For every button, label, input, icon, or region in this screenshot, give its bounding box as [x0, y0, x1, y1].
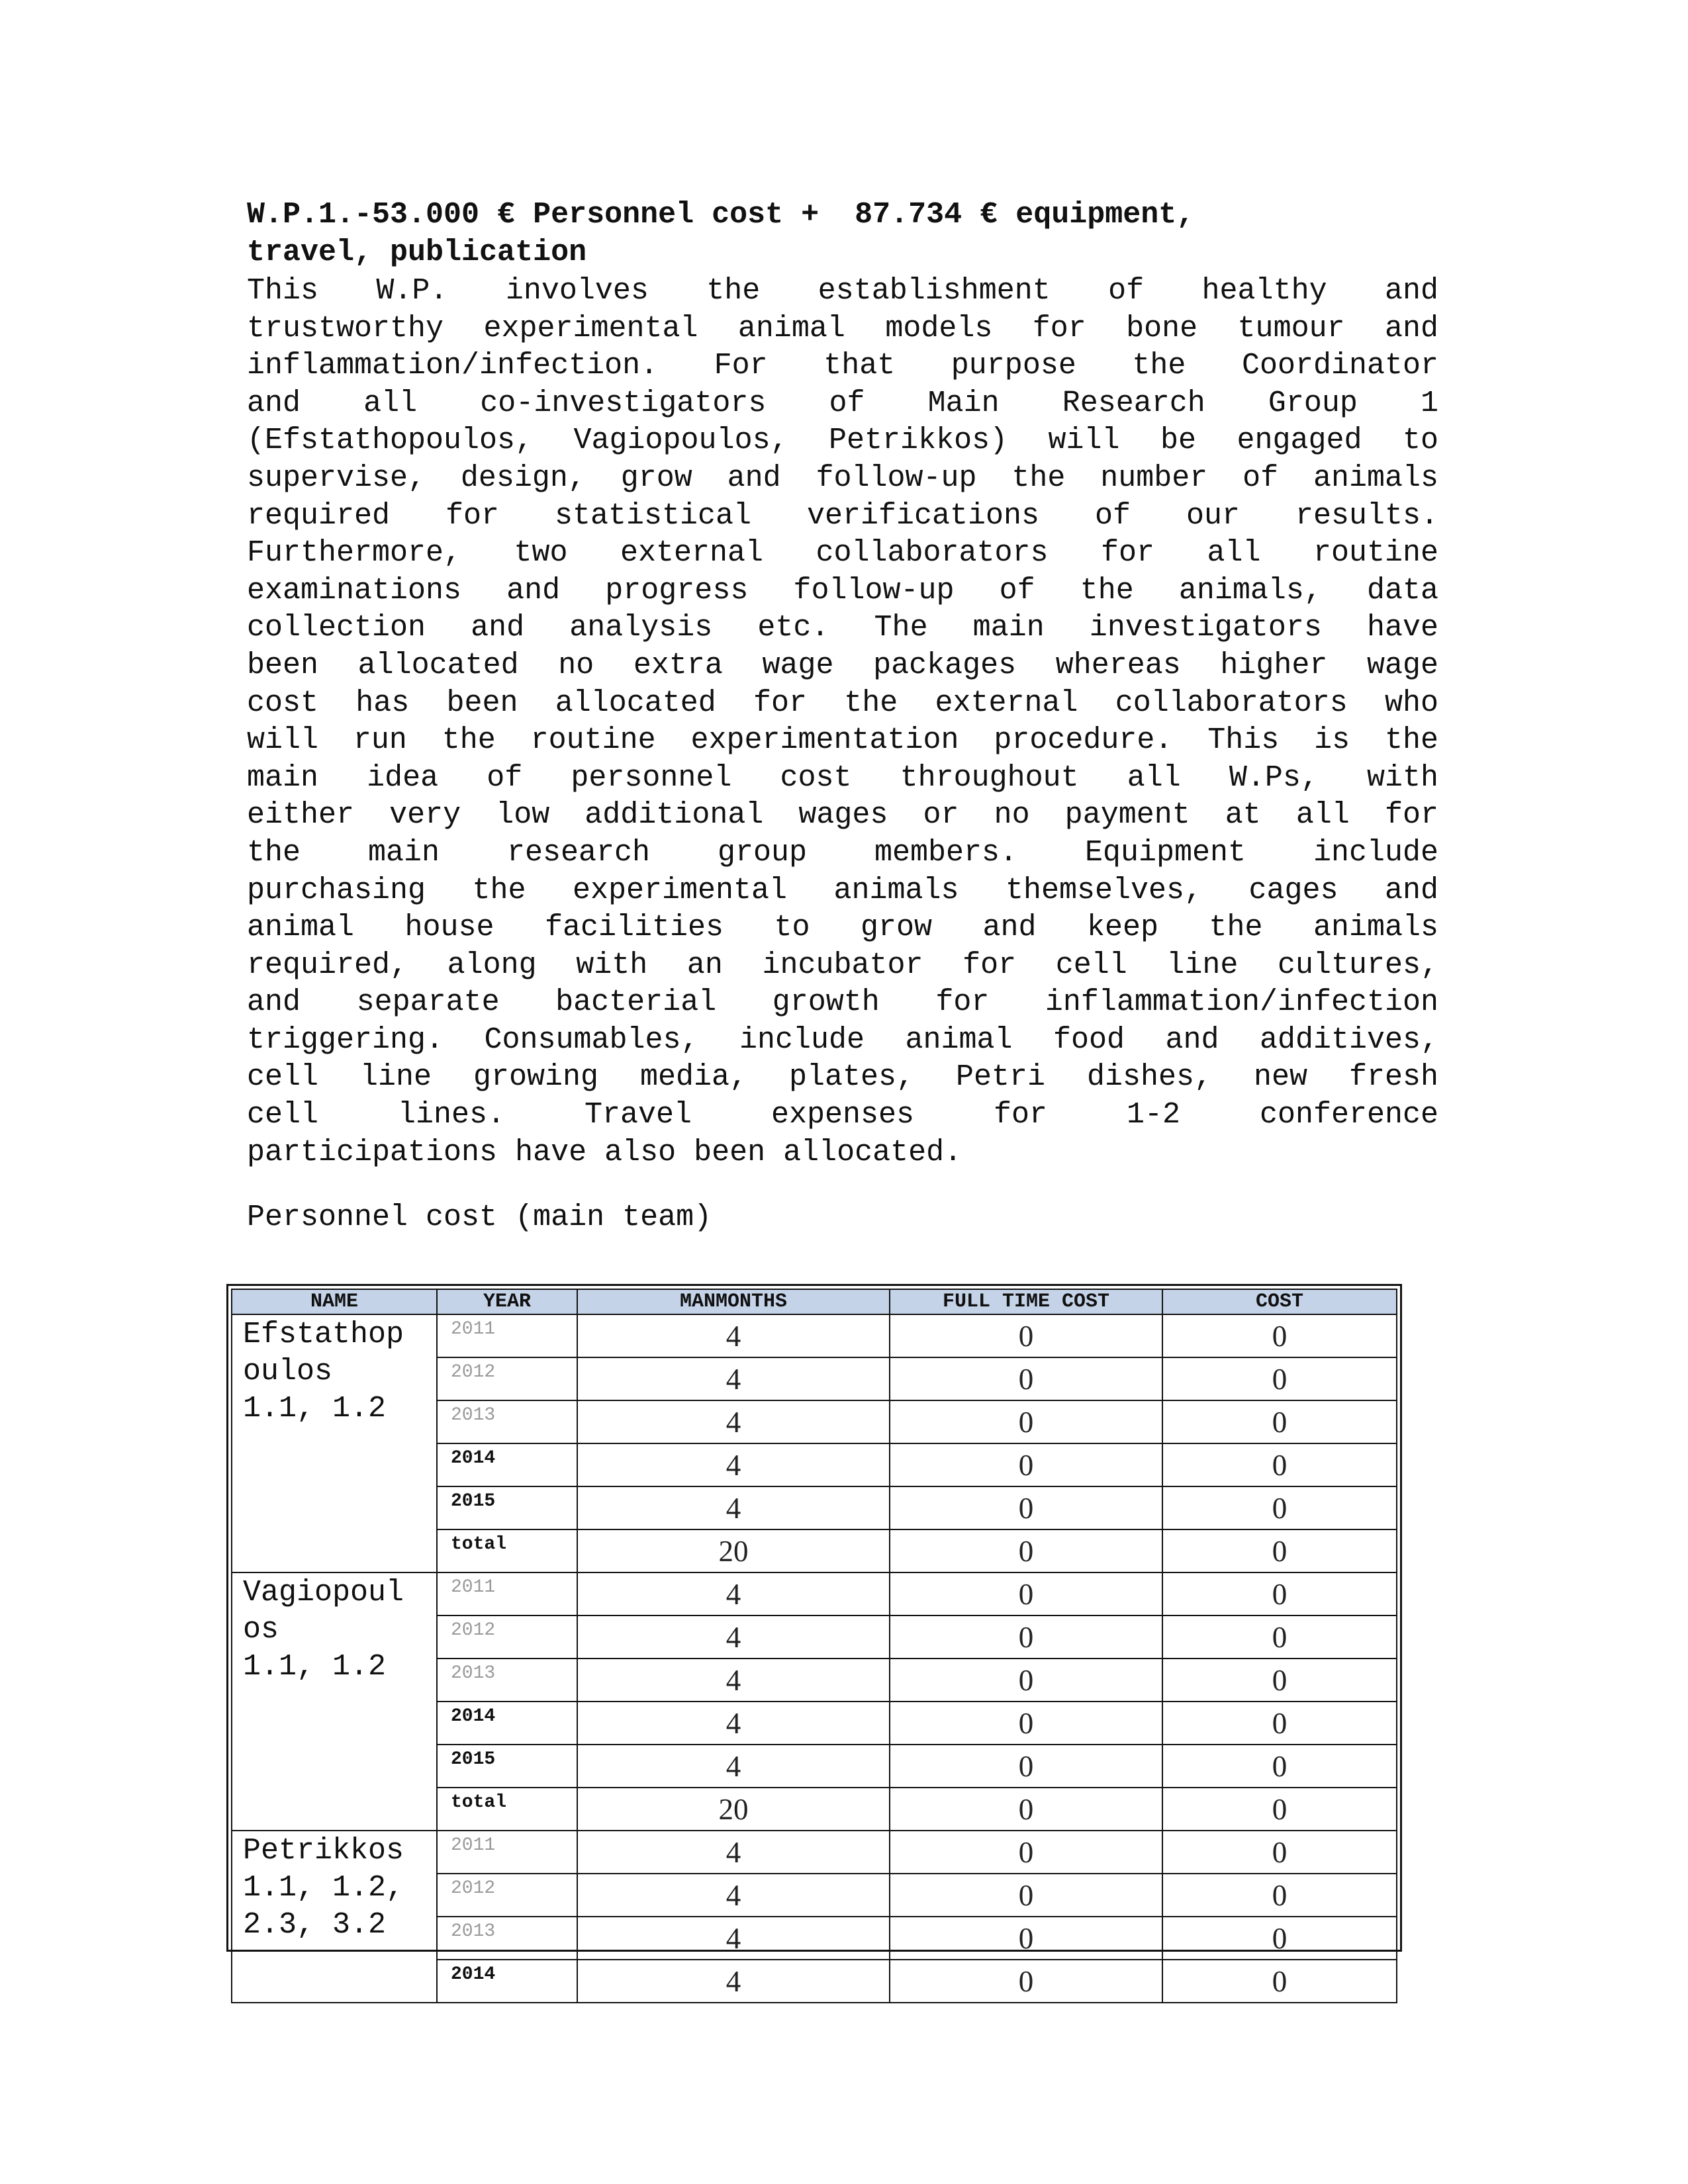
- cost-cell: 0: [1162, 1357, 1397, 1400]
- header-cost: COST: [1162, 1289, 1397, 1314]
- year-cell: 2014: [437, 1960, 577, 2003]
- full-time-cost-cell: 0: [890, 1702, 1162, 1745]
- cost-cell: 0: [1162, 1486, 1397, 1529]
- header-full-time-cost: FULL TIME COST: [890, 1289, 1162, 1314]
- manmonths-cell: 4: [577, 1615, 890, 1659]
- body-line: required, along with an incubator for cell line cultures,: [247, 948, 1438, 982]
- body-line: collection and analysis etc. The main investigators have: [247, 611, 1438, 645]
- body-line: cost has been allocated for the external collaborators who: [247, 686, 1438, 720]
- body-line: This W.P. involves the establishment of healthy and: [247, 274, 1438, 308]
- full-time-cost-cell: 0: [890, 1443, 1162, 1486]
- year-cell: 2011: [437, 1314, 577, 1357]
- cost-cell: 0: [1162, 1659, 1397, 1702]
- body-line: been allocated no extra wage packages whereas higher wage: [247, 648, 1438, 682]
- year-cell: total: [437, 1788, 577, 1831]
- manmonths-cell: 4: [577, 1831, 890, 1874]
- year-cell: 2012: [437, 1357, 577, 1400]
- body-line: animal house facilities to grow and keep the animals: [247, 911, 1438, 945]
- table-caption: Personnel cost (main team): [247, 1201, 712, 1234]
- body-line: and separate bacterial growth for inflammation/infection: [247, 985, 1438, 1020]
- body-line: main idea of personnel cost throughout all W.Ps, with: [247, 760, 1438, 795]
- cost-cell: 0: [1162, 1615, 1397, 1659]
- full-time-cost-cell: 0: [890, 1486, 1162, 1529]
- year-cell: 2012: [437, 1874, 577, 1917]
- year-cell: 2013: [437, 1917, 577, 1960]
- table-row: [232, 1831, 1397, 1874]
- manmonths-cell: 4: [577, 1486, 890, 1529]
- full-time-cost-cell: 0: [890, 1831, 1162, 1874]
- full-time-cost-cell: 0: [890, 1615, 1162, 1659]
- header-manmonths: MANMONTHS: [577, 1289, 890, 1314]
- year-cell: 2012: [437, 1615, 577, 1659]
- cost-cell: 0: [1162, 1314, 1397, 1357]
- year-cell: 2015: [437, 1745, 577, 1788]
- body-line: Furthermore, two external collaborators for all routine: [247, 536, 1438, 570]
- cost-cell: 0: [1162, 1788, 1397, 1831]
- body-line: and all co-investigators of Main Research Group 1: [247, 386, 1438, 420]
- person-name-cell: Vagiopoul os 1.1, 1.2: [232, 1572, 437, 1831]
- table-body: [232, 1314, 1397, 2003]
- full-time-cost-cell: 0: [890, 1314, 1162, 1357]
- full-time-cost-cell: 0: [890, 1874, 1162, 1917]
- full-time-cost-cell: 0: [890, 1960, 1162, 2003]
- body-line: (Efstathopoulos, Vagiopoulos, Petrikkos) will be engaged to: [247, 424, 1438, 458]
- manmonths-cell: 4: [577, 1400, 890, 1443]
- cost-cell: 0: [1162, 1960, 1397, 2003]
- full-time-cost-cell: 0: [890, 1659, 1162, 1702]
- manmonths-cell: 4: [577, 1917, 890, 1960]
- body-line: purchasing the experimental animals themselves, cages and: [247, 873, 1438, 907]
- section-heading: [247, 196, 1438, 271]
- manmonths-cell: 4: [577, 1960, 890, 2003]
- person-name-cell: Petrikkos 1.1, 1.2, 2.3, 3.2: [232, 1831, 437, 2003]
- full-time-cost-cell: 0: [890, 1745, 1162, 1788]
- cost-cell: 0: [1162, 1443, 1397, 1486]
- year-cell: total: [437, 1529, 577, 1572]
- body-paragraph: [247, 273, 1438, 1171]
- year-cell: 2014: [437, 1443, 577, 1486]
- year-cell: 2011: [437, 1572, 577, 1615]
- cost-cell: 0: [1162, 1400, 1397, 1443]
- year-cell: 2013: [437, 1400, 577, 1443]
- manmonths-cell: 20: [577, 1788, 890, 1831]
- cost-cell: 0: [1162, 1917, 1397, 1960]
- table-row: [232, 1314, 1397, 1357]
- cost-cell: 0: [1162, 1745, 1397, 1788]
- cost-cell: 0: [1162, 1874, 1397, 1917]
- body-line: examinations and progress follow-up of the animals, data: [247, 573, 1438, 608]
- body-line: trustworthy experimental animal models for bone tumour and: [247, 311, 1438, 345]
- cost-cell: 0: [1162, 1831, 1397, 1874]
- full-time-cost-cell: 0: [890, 1529, 1162, 1572]
- cost-cell: 0: [1162, 1572, 1397, 1615]
- manmonths-cell: 4: [577, 1659, 890, 1702]
- person-name-cell: Efstathop oulos 1.1, 1.2: [232, 1314, 437, 1572]
- manmonths-cell: 4: [577, 1874, 890, 1917]
- body-line: required for statistical verifications of our results.: [247, 498, 1438, 533]
- table-row: [232, 1572, 1397, 1615]
- body-line: will run the routine experimentation procedure. This is the: [247, 723, 1438, 758]
- body-line: participations have also been allocated.: [247, 1135, 962, 1169]
- full-time-cost-cell: 0: [890, 1357, 1162, 1400]
- manmonths-cell: 4: [577, 1745, 890, 1788]
- table-header-row: [232, 1289, 1397, 1314]
- heading-line-2: travel, publication: [247, 236, 587, 269]
- body-line: triggering. Consumables, include animal food and additives,: [247, 1023, 1438, 1057]
- year-cell: 2014: [437, 1702, 577, 1745]
- cost-cell: 0: [1162, 1529, 1397, 1572]
- personnel-cost-table-frame: [226, 1284, 1402, 1998]
- cost-cell: 0: [1162, 1702, 1397, 1745]
- body-line: cell lines. Travel expenses for 1-2 conference: [247, 1098, 1438, 1132]
- full-time-cost-cell: 0: [890, 1917, 1162, 1960]
- body-line: cell line growing media, plates, Petri dishes, new fresh: [247, 1060, 1438, 1095]
- full-time-cost-cell: 0: [890, 1788, 1162, 1831]
- manmonths-cell: 4: [577, 1357, 890, 1400]
- manmonths-cell: 20: [577, 1529, 890, 1572]
- manmonths-cell: 4: [577, 1572, 890, 1615]
- body-line: the main research group members. Equipment include: [247, 835, 1438, 870]
- full-time-cost-cell: 0: [890, 1572, 1162, 1615]
- full-time-cost-cell: 0: [890, 1400, 1162, 1443]
- header-year: YEAR: [437, 1289, 577, 1314]
- manmonths-cell: 4: [577, 1443, 890, 1486]
- body-line: supervise, design, grow and follow-up the number of animals: [247, 461, 1438, 495]
- manmonths-cell: 4: [577, 1314, 890, 1357]
- personnel-cost-table: [231, 1289, 1397, 2003]
- manmonths-cell: 4: [577, 1702, 890, 1745]
- body-line: either very low additional wages or no payment at all for: [247, 798, 1438, 833]
- header-name: NAME: [232, 1289, 437, 1314]
- year-cell: 2015: [437, 1486, 577, 1529]
- heading-line-1: W.P.1.-53.000 € Personnel cost + 87.734 € equipment,: [247, 198, 1195, 232]
- body-line: inflammation/infection. For that purpose the Coordinator: [247, 349, 1438, 383]
- year-cell: 2011: [437, 1831, 577, 1874]
- year-cell: 2013: [437, 1659, 577, 1702]
